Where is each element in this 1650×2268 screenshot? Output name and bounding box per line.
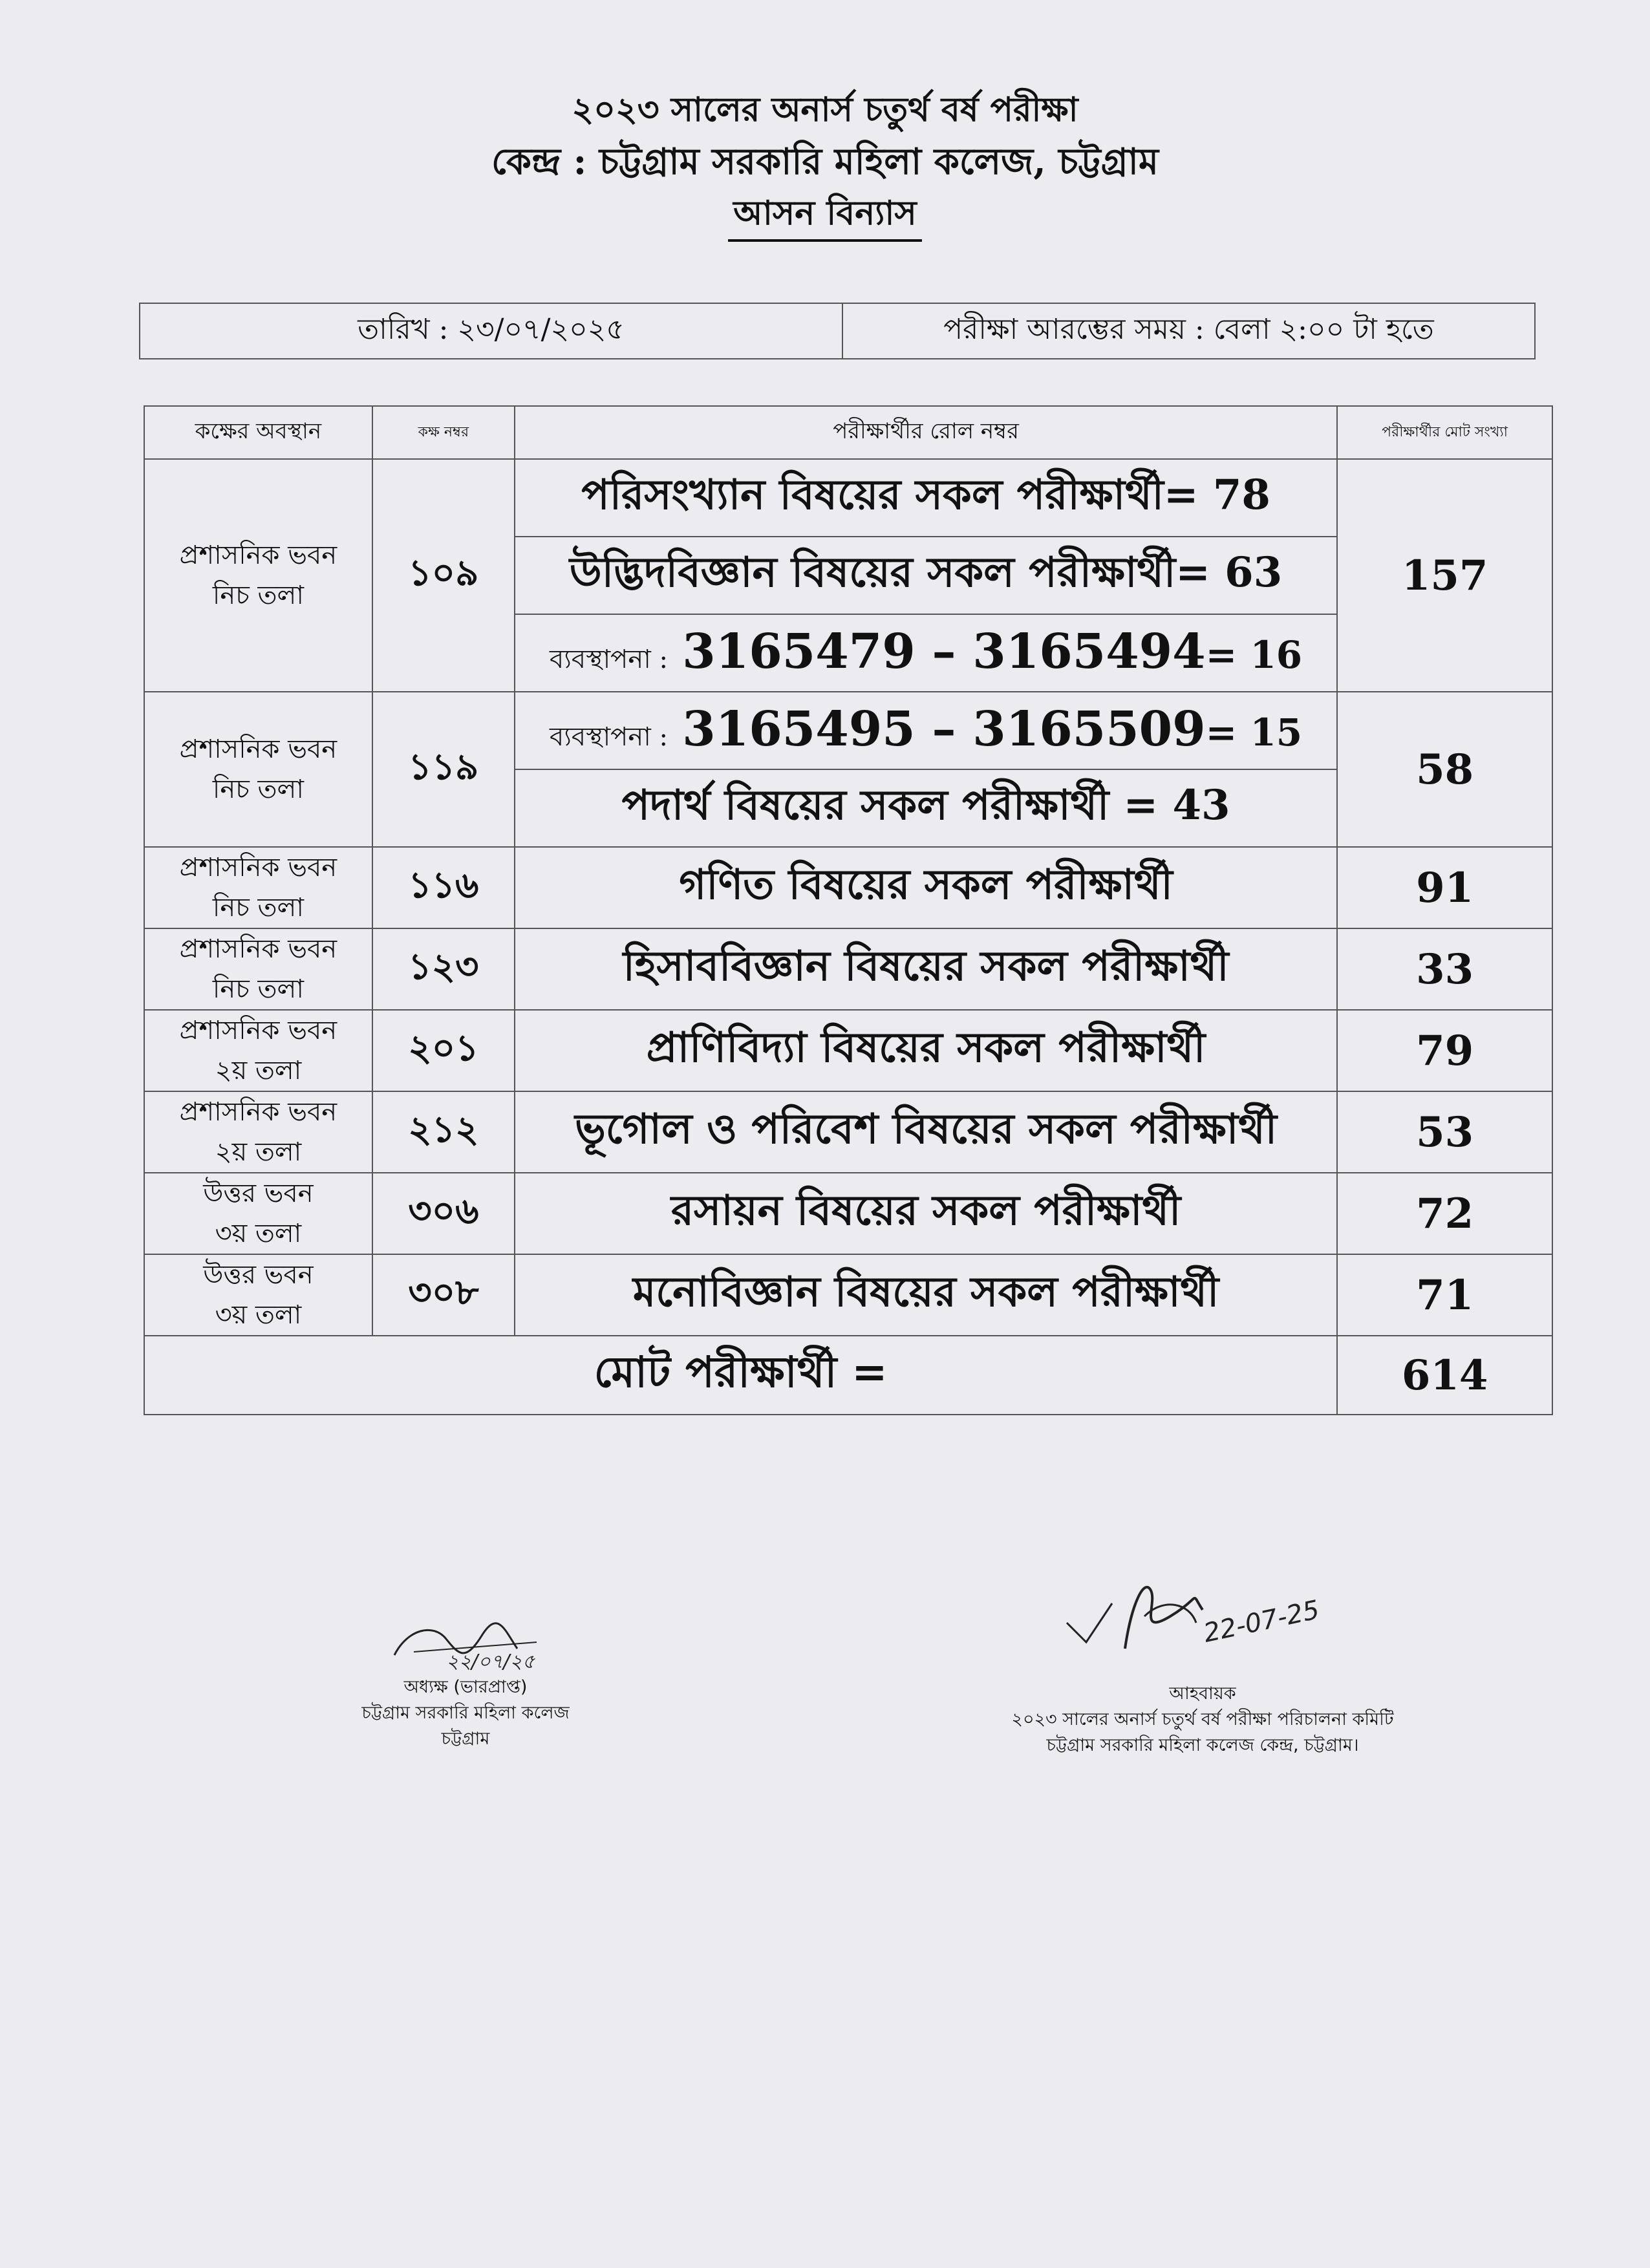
table-header-row bbox=[144, 406, 1552, 459]
table-row bbox=[144, 692, 1552, 769]
document-header bbox=[0, 84, 1650, 242]
roll-entry: প্রাণিবিদ্যা বিষয়ের সকল পরীক্ষার্থী bbox=[515, 1010, 1337, 1091]
table-row bbox=[144, 1091, 1552, 1173]
room-location: উত্তর ভবন ৩য় তলা bbox=[144, 1254, 372, 1336]
header-total: পরীক্ষার্থীর মোট সংখ্যা bbox=[1337, 406, 1552, 459]
room-number: ৩০৮ bbox=[372, 1254, 515, 1336]
convener-signature-block bbox=[873, 1552, 1532, 1759]
room-location: প্রশাসনিক ভবন নিচ তলা bbox=[144, 847, 372, 928]
header-location: কক্ষের অবস্থান bbox=[144, 406, 372, 459]
seat-plan-title: আসন বিন্যাস bbox=[728, 187, 922, 242]
room-number: ২১২ bbox=[372, 1091, 515, 1173]
room-number: ৩০৬ bbox=[372, 1173, 515, 1254]
room-location: প্রশাসনিক ভবন নিচ তলা bbox=[144, 459, 372, 692]
room-total: 33 bbox=[1337, 928, 1552, 1010]
table-row bbox=[144, 1173, 1552, 1254]
roll-range-entry: ব্যবস্থাপনা : 3165479 – 3165494= 16 bbox=[515, 614, 1337, 692]
room-total: 53 bbox=[1337, 1091, 1552, 1173]
signer-org: চট্টগ্রাম সরকারি মহিলা কলেজ bbox=[361, 1703, 570, 1723]
exam-title: ২০২৩ সালের অনার্স চতুর্থ বর্ষ পরীক্ষা bbox=[572, 90, 1078, 129]
room-total: 71 bbox=[1337, 1254, 1552, 1336]
roll-entry: উদ্ভিদবিজ্ঞান বিষয়ের সকল পরীক্ষার্থী= 63 bbox=[515, 537, 1337, 614]
table-row bbox=[144, 847, 1552, 928]
roll-entry: রসায়ন বিষয়ের সকল পরীক্ষার্থী bbox=[515, 1173, 1337, 1254]
header-roll: পরীক্ষার্থীর রোল নম্বর bbox=[515, 406, 1337, 459]
room-location: প্রশাসনিক ভবন নিচ তলা bbox=[144, 692, 372, 847]
roll-entry: পদার্থ বিষয়ের সকল পরীক্ষার্থী = 43 bbox=[515, 769, 1337, 847]
room-number: ২০১ bbox=[372, 1010, 515, 1091]
exam-start-time: পরীক্ষা আরম্ভের সময় : বেলা ২:০০ টা হতে bbox=[842, 303, 1535, 359]
grand-total-value: 614 bbox=[1337, 1336, 1552, 1415]
grand-total-label: মোট পরীক্ষার্থী = bbox=[144, 1336, 1337, 1415]
room-location: প্রশাসনিক ভবন নিচ তলা bbox=[144, 928, 372, 1010]
room-total: 58 bbox=[1337, 692, 1552, 847]
signer-city: চট্টগ্রাম bbox=[441, 1729, 490, 1749]
exam-date: তারিখ : ২৩/০৭/২০২৫ bbox=[140, 303, 842, 359]
roll-entry: হিসাববিজ্ঞান বিষয়ের সকল পরীক্ষার্থী bbox=[515, 928, 1337, 1010]
signer-title: আহবায়ক bbox=[1169, 1684, 1236, 1704]
handwritten-signature bbox=[1041, 1552, 1364, 1681]
handwritten-signature bbox=[369, 1616, 562, 1674]
roll-range-entry: ব্যবস্থাপনা : 3165495 – 3165509= 15 bbox=[515, 692, 1337, 769]
grand-total-row bbox=[144, 1336, 1552, 1415]
room-total: 79 bbox=[1337, 1010, 1552, 1091]
room-location: প্রশাসনিক ভবন ২য় তলা bbox=[144, 1091, 372, 1173]
room-location: উত্তর ভবন ৩য় তলা bbox=[144, 1173, 372, 1254]
principal-signature-block bbox=[297, 1616, 634, 1752]
room-number: ১২৩ bbox=[372, 928, 515, 1010]
header-room: কক্ষ নম্বর bbox=[372, 406, 515, 459]
roll-entry: ভূগোল ও পরিবেশ বিষয়ের সকল পরীক্ষার্থী bbox=[515, 1091, 1337, 1173]
table-row bbox=[144, 928, 1552, 1010]
exam-info-table bbox=[139, 303, 1536, 359]
room-total: 72 bbox=[1337, 1173, 1552, 1254]
roll-entry: মনোবিজ্ঞান বিষয়ের সকল পরীক্ষার্থী bbox=[515, 1254, 1337, 1336]
room-number: ১১৯ bbox=[372, 692, 515, 847]
signer-committee: ২০২৩ সালের অনার্স চতুর্থ বর্ষ পরীক্ষা পরিচালনা কমিটি bbox=[1011, 1709, 1394, 1729]
room-location: প্রশাসনিক ভবন ২য় তলা bbox=[144, 1010, 372, 1091]
room-number: ১১৬ bbox=[372, 847, 515, 928]
roll-entry: গণিত বিষয়ের সকল পরীক্ষার্থী bbox=[515, 847, 1337, 928]
roll-entry: পরিসংখ্যান বিষয়ের সকল পরীক্ষার্থী= 78 bbox=[515, 459, 1337, 537]
table-row bbox=[144, 1254, 1552, 1336]
signer-center: চট্টগ্রাম সরকারি মহিলা কলেজ কেন্দ্র, চট্টগ্রাম। bbox=[1046, 1735, 1359, 1755]
seat-plan-table bbox=[144, 405, 1553, 1415]
table-row bbox=[144, 459, 1552, 537]
signer-title: অধ্যক্ষ (ভারপ্রাপ্ত) bbox=[403, 1677, 528, 1697]
svg-text:২২/০৭/২৫: ২২/০৭/২৫ bbox=[446, 1651, 535, 1673]
room-total: 91 bbox=[1337, 847, 1552, 928]
room-number: ১০৯ bbox=[372, 459, 515, 692]
svg-text:22-07-25: 22-07-25 bbox=[1201, 1595, 1322, 1649]
room-total: 157 bbox=[1337, 459, 1552, 692]
table-row bbox=[144, 1010, 1552, 1091]
exam-center: কেন্দ্র : চট্টগ্রাম সরকারি মহিলা কলেজ, চট্টগ্রাম bbox=[491, 140, 1159, 183]
